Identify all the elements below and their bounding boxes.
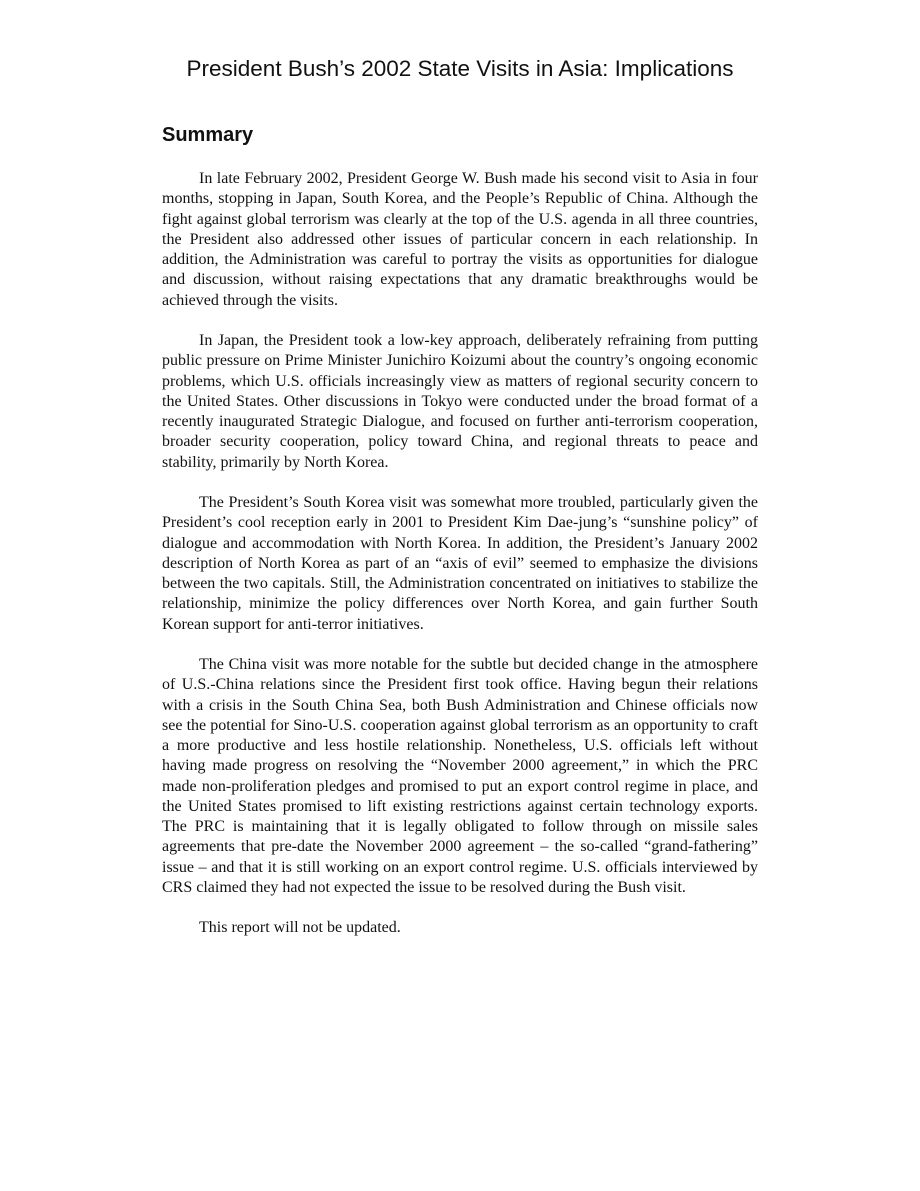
- document-title: President Bush’s 2002 State Visits in Asia: Implications: [186, 56, 734, 81]
- summary-body: [162, 169, 758, 959]
- paragraph-japan: In Japan, the President took a low-key approach, deliberately refraining from putting public pressure on Prime Minister Junichiro Koizumi about the country’s ongoing economic problems, which U.S. officials increasingly view as matters of regional security concern to the United States. Other discussions in Tokyo were conducted under the broad format of a recently inaugurated Strategic Dialogue, and focused on further anti-terrorism cooperation, broader security cooperation, policy toward China, and regional threats to peace and stability, primarily by North Korea.: [162, 332, 758, 471]
- paragraph-south-korea: The President’s South Korea visit was somewhat more troubled, particularly given the President’s cool reception early in 2001 to President Kim Dae-jung’s “sunshine policy” of dialogue and accommodation with North Korea. In addition, the President’s January 2002 description of North Korea as part of an “axis of evil” seemed to emphasize the divisions between the two capitals. Still, the Administration concentrated on initiatives to stabilize the relationship, minimize the policy differences over North Korea, and gain further South Korean support for anti-terror initiatives.: [162, 494, 758, 633]
- paragraph-china: The China visit was more notable for the subtle but decided change in the atmosphere of U.S.-China relations since the President first took office. Having begun their relations with a crisis in the South China Sea, both Bush Administration and Chinese officials now see the potential for Sino-U.S. cooperation against global terrorism as an opportunity to craft a more productive and less hostile relationship. Nonetheless, U.S. officials left without having made progress on resolving the “November 2000 agreement,” in which the PRC made non-proliferation pledges and promised to put an export control regime in place, and the United States promised to lift existing restrictions against certain technology exports. The PRC is maintaining that it is legally obligated to follow through on missile sales agreements that pre-date the November 2000 agreement – the so-called “grand-fathering” issue – and that it is still working on an export control regime. U.S. officials interviewed by CRS claimed they had not expected the issue to be resolved during the Bush visit.: [162, 656, 758, 896]
- paragraph-update-note: This report will not be updated.: [199, 919, 401, 937]
- paragraph-overview: In late February 2002, President George W. Bush made his second visit to Asia in four months, stopping in Japan, South Korea, and the People’s Republic of China. Although the fight against global terrorism was clearly at the top of the U.S. agenda in all three countries, the President also addressed other issues of particular concern in each relationship. In addition, the Administration was careful to portray the visits as opportunities for dialogue and discussion, without raising expectations that any dramatic breakthroughs would be achieved through the visits.: [162, 170, 758, 309]
- section-heading-summary: Summary: [162, 124, 254, 146]
